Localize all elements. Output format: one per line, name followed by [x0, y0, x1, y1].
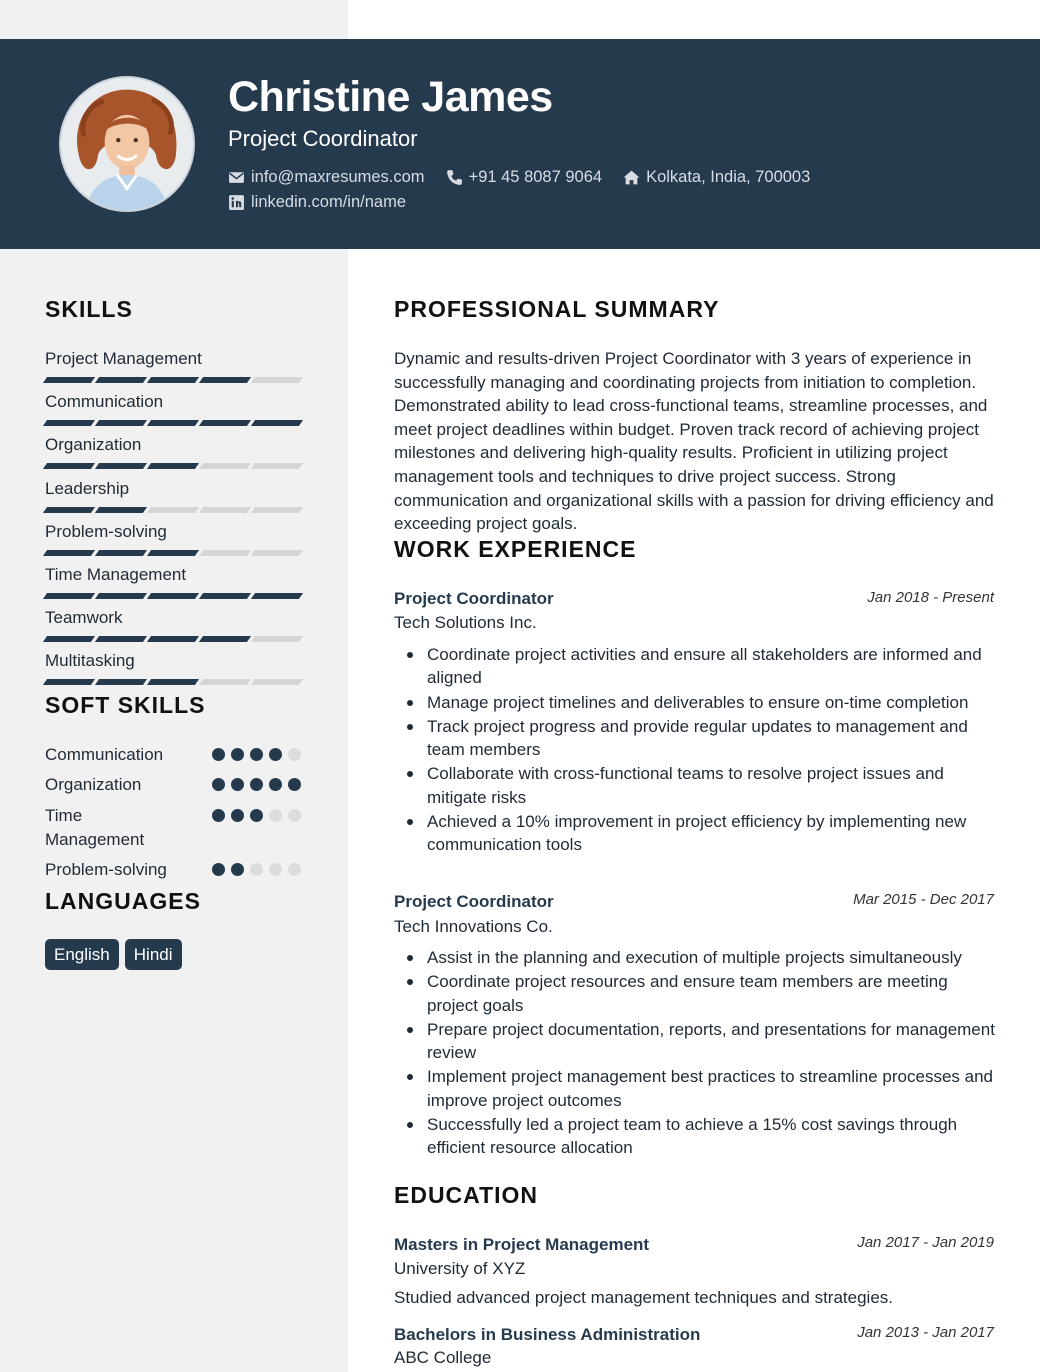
candidate-name: Christine James	[228, 73, 553, 121]
summary-text: Dynamic and results-driven Project Coordinator with 3 years of experience in successfully managing and coordinating projects from initiation to completion. Demonstrated ability to lead cross-functional teams, streamline processes, and meet project deadlines within budget. Proven track record of achieving project milestones and delivering high-quality results. Proficient in utilizing project management tools and techniques to drive project success. Strong communication and organizational skills with a passion for driving efficiency and exceeding project goals.	[394, 349, 994, 534]
skill-level-segment	[147, 420, 199, 426]
soft-skill-label: Communication	[45, 745, 164, 764]
rating-dot	[231, 863, 244, 876]
skill-item	[45, 479, 301, 513]
skill-level-bar	[45, 463, 301, 469]
contact-line	[228, 193, 427, 212]
skill-level-bar	[45, 550, 301, 556]
skill-item	[45, 651, 301, 685]
skill-level-segment	[199, 679, 251, 685]
skill-label: Problem-solving	[45, 521, 167, 541]
linkedin-icon	[228, 194, 245, 211]
rating-dot	[288, 748, 301, 761]
skill-level-segment	[95, 377, 147, 383]
rating-dot	[288, 809, 301, 822]
rating-dot	[231, 778, 244, 791]
skill-level-segment	[43, 593, 95, 599]
skill-level-segment	[199, 636, 251, 642]
job-dates: Jan 2018 - Present	[867, 589, 994, 606]
contact-email[interactable]	[228, 168, 425, 187]
rating-dot	[269, 748, 282, 761]
job-bullet: Assist in the planning and execution of multiple projects simultaneously	[427, 946, 1002, 969]
skill-item	[45, 349, 301, 383]
skill-level-segment	[95, 463, 147, 469]
school-name: ABC College	[394, 1348, 492, 1367]
contact-location	[623, 168, 810, 187]
candidate-title: Project Coordinator	[228, 126, 418, 151]
skill-level-segment	[43, 550, 95, 556]
skill-item	[45, 392, 301, 426]
soft-skill-rating	[212, 863, 301, 876]
linkedin-text: linkedin.com/in/name	[251, 193, 406, 211]
job-bullet: Track project progress and provide regular updates to management and team members	[427, 715, 1002, 762]
skill-level-segment	[147, 377, 199, 383]
skill-level-segment	[147, 593, 199, 599]
rating-dot	[231, 748, 244, 761]
skill-level-segment	[199, 550, 251, 556]
rating-dot	[212, 863, 225, 876]
skill-label: Teamwork	[45, 608, 123, 628]
degree-title: Masters in Project Management	[394, 1235, 650, 1254]
skill-level-segment	[95, 420, 147, 426]
skill-level-segment	[95, 636, 147, 642]
language-badge: Hindi	[125, 939, 182, 970]
skill-level-segment	[147, 507, 199, 513]
soft-skills-heading: SOFT SKILLS	[45, 692, 206, 718]
soft-skill-rating	[212, 748, 301, 761]
job-bullet: Coordinate project activities and ensure all stakeholders are informed and aligned	[427, 643, 1002, 690]
contact-line	[228, 168, 831, 187]
job-bullet: Coordinate project resources and ensure team members are meeting project goals	[427, 970, 1002, 1017]
job-bullet: Achieved a 10% improvement in project efficiency by implementing new communication tools	[427, 810, 1002, 857]
soft-skill-item	[45, 743, 301, 767]
skill-level-segment	[251, 463, 303, 469]
summary-heading: PROFESSIONAL SUMMARY	[394, 296, 720, 322]
soft-skill-item	[45, 858, 301, 882]
skill-level-segment	[147, 550, 199, 556]
skill-level-segment	[95, 507, 147, 513]
education-dates: Jan 2013 - Jan 2017	[857, 1324, 994, 1341]
skill-level-segment	[199, 507, 251, 513]
rating-dot	[269, 863, 282, 876]
contact-phone[interactable]	[446, 168, 603, 187]
soft-skill-label: Time Management	[45, 806, 145, 849]
job-bullets	[427, 946, 1002, 1161]
soft-skill-label: Organization	[45, 775, 142, 794]
job-bullet: Collaborate with cross-functional teams to resolve project issues and mitigate risks	[427, 762, 1002, 809]
envelope-icon	[228, 169, 245, 186]
soft-skill-rating	[212, 809, 301, 822]
resume-header	[0, 39, 1040, 249]
avatar	[59, 76, 195, 212]
job-bullet: Successfully led a project team to achieve a 15% cost savings through efficient resource allocation	[427, 1113, 1002, 1160]
education-heading: EDUCATION	[394, 1182, 539, 1208]
soft-skill-label: Problem-solving	[45, 860, 167, 879]
skill-label: Leadership	[45, 478, 130, 498]
soft-skill-rating	[212, 778, 301, 791]
profile-photo	[61, 78, 193, 210]
job-title: Project Coordinator	[394, 589, 554, 608]
job-dates: Mar 2015 - Dec 2017	[853, 891, 994, 908]
skill-label: Organization	[45, 435, 142, 455]
phone-icon	[446, 169, 463, 186]
rating-dot	[212, 748, 225, 761]
language-badge: English	[45, 939, 119, 970]
skill-level-segment	[43, 507, 95, 513]
skill-level-segment	[43, 636, 95, 642]
job-bullets	[427, 643, 1002, 858]
skill-level-segment	[95, 593, 147, 599]
languages-heading: LANGUAGES	[45, 888, 201, 914]
job-company: Tech Solutions Inc.	[394, 613, 537, 632]
skill-level-bar	[45, 507, 301, 513]
languages-list	[45, 939, 182, 970]
contact-linkedin[interactable]	[228, 193, 406, 212]
rating-dot	[269, 778, 282, 791]
education-dates: Jan 2017 - Jan 2019	[857, 1234, 994, 1251]
skill-level-segment	[43, 420, 95, 426]
job-bullet: Manage project timelines and deliverables to ensure on-time completion	[427, 691, 1002, 714]
job-bullet: Prepare project documentation, reports, and presentations for management review	[427, 1018, 1002, 1065]
skill-level-bar	[45, 679, 301, 685]
phone-text: +91 45 8087 9064	[468, 168, 603, 186]
location-text: Kolkata, India, 700003	[646, 168, 811, 186]
skill-level-segment	[95, 550, 147, 556]
skill-level-segment	[147, 636, 199, 642]
skill-level-segment	[199, 463, 251, 469]
home-icon	[623, 169, 640, 186]
experience-heading: WORK EXPERIENCE	[394, 536, 637, 562]
skill-level-segment	[251, 420, 303, 426]
skills-heading: SKILLS	[45, 296, 133, 322]
skill-level-segment	[251, 636, 303, 642]
skill-level-segment	[199, 420, 251, 426]
rating-dot	[269, 809, 282, 822]
rating-dot	[250, 778, 263, 791]
skill-level-segment	[251, 679, 303, 685]
degree-title: Bachelors in Business Administration	[394, 1325, 701, 1344]
job-company: Tech Innovations Co.	[394, 917, 553, 936]
skill-level-bar	[45, 420, 301, 426]
job-bullet: Implement project management best practices to streamline processes and improve project outcomes	[427, 1065, 1002, 1112]
skill-label: Multitasking	[45, 651, 135, 671]
skill-item	[45, 565, 301, 599]
skill-level-segment	[251, 377, 303, 383]
rating-dot	[288, 863, 301, 876]
skill-level-bar	[45, 593, 301, 599]
skill-item	[45, 435, 301, 469]
skill-level-segment	[251, 550, 303, 556]
skill-level-bar	[45, 377, 301, 383]
skill-level-segment	[43, 463, 95, 469]
skill-level-segment	[199, 593, 251, 599]
skill-level-segment	[147, 679, 199, 685]
skill-level-segment	[147, 463, 199, 469]
soft-skill-item	[45, 804, 301, 852]
skill-level-segment	[95, 679, 147, 685]
skill-level-segment	[251, 593, 303, 599]
rating-dot	[212, 778, 225, 791]
soft-skill-item	[45, 773, 301, 797]
rating-dot	[231, 809, 244, 822]
skill-item	[45, 608, 301, 642]
rating-dot	[250, 809, 263, 822]
skill-level-segment	[43, 679, 95, 685]
skill-label: Time Management	[45, 565, 187, 584]
skill-level-bar	[45, 636, 301, 642]
skill-level-segment	[251, 507, 303, 513]
skill-level-segment	[199, 377, 251, 383]
skill-item	[45, 522, 301, 556]
rating-dot	[250, 748, 263, 761]
education-description: Studied advanced project management techniques and strategies.	[394, 1288, 893, 1307]
job-title: Project Coordinator	[394, 892, 554, 911]
email-text: info@maxresumes.com	[251, 168, 425, 186]
rating-dot	[250, 863, 263, 876]
rating-dot	[288, 778, 301, 791]
skill-label: Communication	[45, 392, 164, 412]
rating-dot	[212, 809, 225, 822]
school-name: University of XYZ	[394, 1259, 526, 1278]
skill-label: Project Management	[45, 349, 202, 368]
skill-level-segment	[43, 377, 95, 383]
